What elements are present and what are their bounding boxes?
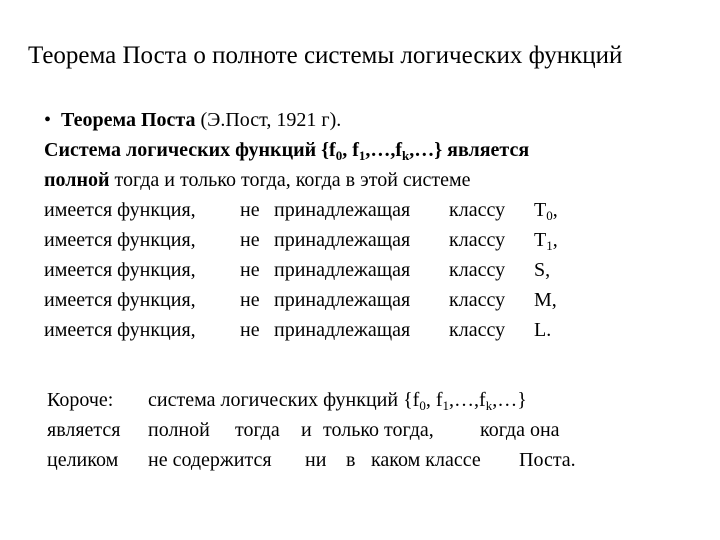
condition-end: ,	[551, 289, 557, 311]
theorem-block	[44, 105, 558, 345]
summary-word: тогда	[235, 419, 280, 441]
condition-end: .	[546, 319, 552, 341]
summary-word: является	[47, 419, 121, 441]
subscript-k: k	[485, 398, 493, 413]
class-subscript: 1	[546, 238, 553, 253]
summary-mid2: ,…,f	[449, 389, 486, 411]
summary-word: ни	[305, 449, 327, 471]
summary-word: только тогда,	[323, 419, 434, 441]
condition-line	[44, 315, 552, 345]
completeness-rest: тогда и только тогда, когда в этой системе	[109, 169, 471, 191]
summary-system-text: система логических функций {f	[148, 389, 420, 411]
completeness-word: полной	[44, 169, 110, 191]
condition-not: не	[240, 319, 260, 341]
statement-mid2: ,…,f	[365, 139, 403, 161]
condition-line	[44, 225, 558, 255]
condition-class-word: классу	[449, 319, 506, 341]
summary-word: когда она	[480, 419, 560, 441]
condition-text: имеется функция,	[44, 319, 196, 341]
condition-end: ,	[545, 259, 551, 281]
summary-word: полной	[148, 419, 210, 441]
condition-belonging: принадлежащая	[274, 229, 411, 251]
condition-not: не	[240, 289, 260, 311]
condition-text: имеется функция,	[44, 259, 196, 281]
condition-line	[44, 285, 557, 315]
condition-class-word: классу	[449, 259, 506, 281]
class-subscript: 0	[546, 208, 553, 223]
condition-line	[44, 195, 558, 225]
slide-title: Теорема Поста о полноте системы логических функций	[28, 42, 623, 69]
subscript-0: 0	[419, 398, 426, 413]
condition-belonging: принадлежащая	[274, 289, 411, 311]
subscript-0: 0	[335, 148, 343, 163]
summary-word: в	[346, 449, 356, 471]
subscript-1: 1	[358, 148, 366, 163]
condition-end: ,	[552, 229, 558, 251]
condition-not: не	[240, 229, 260, 251]
subscript-k: k	[402, 148, 410, 163]
condition-text: имеется функция,	[44, 199, 196, 221]
class-symbol: S	[534, 259, 546, 281]
condition-belonging: принадлежащая	[274, 259, 411, 281]
theorem-attribution: (Э.Пост, 1921 г).	[195, 109, 342, 131]
summary-word: целиком	[47, 449, 119, 471]
class-symbol: M	[534, 289, 552, 311]
condition-end: ,	[552, 199, 558, 221]
theorem-heading-line	[44, 105, 529, 135]
summary-word: и	[301, 419, 312, 441]
summary-end: ,…}	[492, 389, 527, 411]
bullet: •	[44, 109, 52, 131]
condition-class-word: классу	[449, 199, 506, 221]
summary-word: не содержится	[148, 449, 272, 471]
condition-belonging: принадлежащая	[274, 319, 411, 341]
theorem-statement-line	[44, 135, 529, 165]
condition-class-word: классу	[449, 229, 506, 251]
class-symbol: T	[534, 229, 547, 251]
statement-mid1: , f	[342, 139, 359, 161]
condition-class-word: классу	[449, 289, 506, 311]
theorem-name: Теорема Поста	[61, 109, 196, 131]
condition-not: не	[240, 199, 260, 221]
class-symbol: L	[534, 319, 547, 341]
summary-lead: Короче:	[47, 389, 114, 411]
theorem-completeness-line	[44, 165, 529, 195]
condition-text: имеется функция,	[44, 229, 196, 251]
class-symbol: T	[534, 199, 547, 221]
subscript-1: 1	[442, 398, 450, 413]
condition-text: имеется функция,	[44, 289, 196, 311]
summary-mid1: , f	[425, 389, 443, 411]
summary-word: каком классе	[371, 449, 481, 471]
condition-line	[44, 255, 551, 285]
statement-prefix: Система логических функций {f	[44, 139, 336, 161]
summary-word: Поста.	[519, 449, 576, 471]
condition-belonging: принадлежащая	[274, 199, 411, 221]
statement-suffix: ,…} является	[409, 139, 530, 161]
condition-not: не	[240, 259, 260, 281]
